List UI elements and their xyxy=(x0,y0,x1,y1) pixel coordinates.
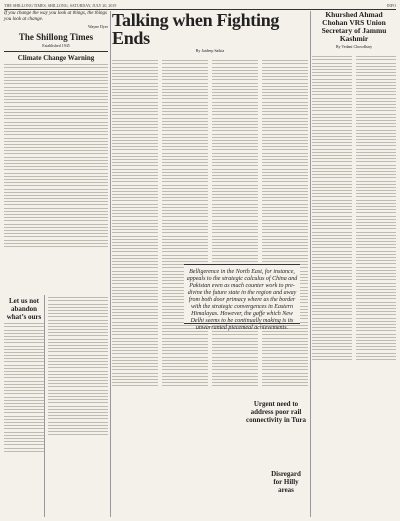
letter-headline: Disregard for Hilly areas xyxy=(266,470,306,494)
paper-name: The Shillong Times xyxy=(18,32,94,42)
article-title: Talking when Fighting Ends xyxy=(112,10,280,48)
right-article-body xyxy=(312,52,396,362)
article-col-4 xyxy=(262,58,308,389)
page-masthead xyxy=(4,2,396,8)
article-col-1 xyxy=(112,58,158,389)
right-article xyxy=(312,11,396,517)
editorial-quote: If you change the way you look at things, the things you look at change. xyxy=(4,11,107,22)
article-byline: By Jaideep Saikia xyxy=(195,48,225,53)
article-body xyxy=(112,56,308,389)
quote-author: Wayne Dyer xyxy=(87,24,108,29)
main-article xyxy=(112,11,308,517)
editorial-headline: Climate Change Warning xyxy=(4,51,108,62)
pull-quote: Belligerence in the North East, for instance, appeals to the strategic calculus of China and Pakistan even as much counter work to pre-divine the future state in the region and away from both door primacy where as the border with the strategic convergences in Eastern Himalayas. However, the gaffe which New Delhi seems to be continually making is its unwarranted piecemeal achievements. xyxy=(184,264,300,324)
right-article-title: Khurshed Ahmad Chohan VRS Union Secretary of Jammu Kashmir xyxy=(321,10,387,43)
established-line: Established 1945 xyxy=(42,43,70,48)
sub-article-headline: Urgent need to address poor rail connectivity in Tura xyxy=(246,400,306,424)
masthead-left: THE SHILLONG TIMES, SHILLONG, SATURDAY, JULY 20, 2019 xyxy=(4,2,117,8)
sub-article xyxy=(244,400,308,424)
editorial-body-text xyxy=(4,64,108,247)
article-col-2 xyxy=(162,58,208,389)
letters-body-text xyxy=(4,323,44,452)
letters-headline: Let us not abandon what’s ours xyxy=(6,297,42,321)
letter-box xyxy=(266,470,306,494)
column-divider xyxy=(310,11,311,517)
article-col-3 xyxy=(212,58,258,389)
editorial-continuation xyxy=(48,295,108,517)
letters-column xyxy=(4,295,45,517)
masthead-right: INFO xyxy=(386,2,396,8)
column-divider xyxy=(110,11,111,517)
right-article-byline: By Vedant Chowdhary xyxy=(335,44,373,49)
editorial-column xyxy=(4,11,108,517)
